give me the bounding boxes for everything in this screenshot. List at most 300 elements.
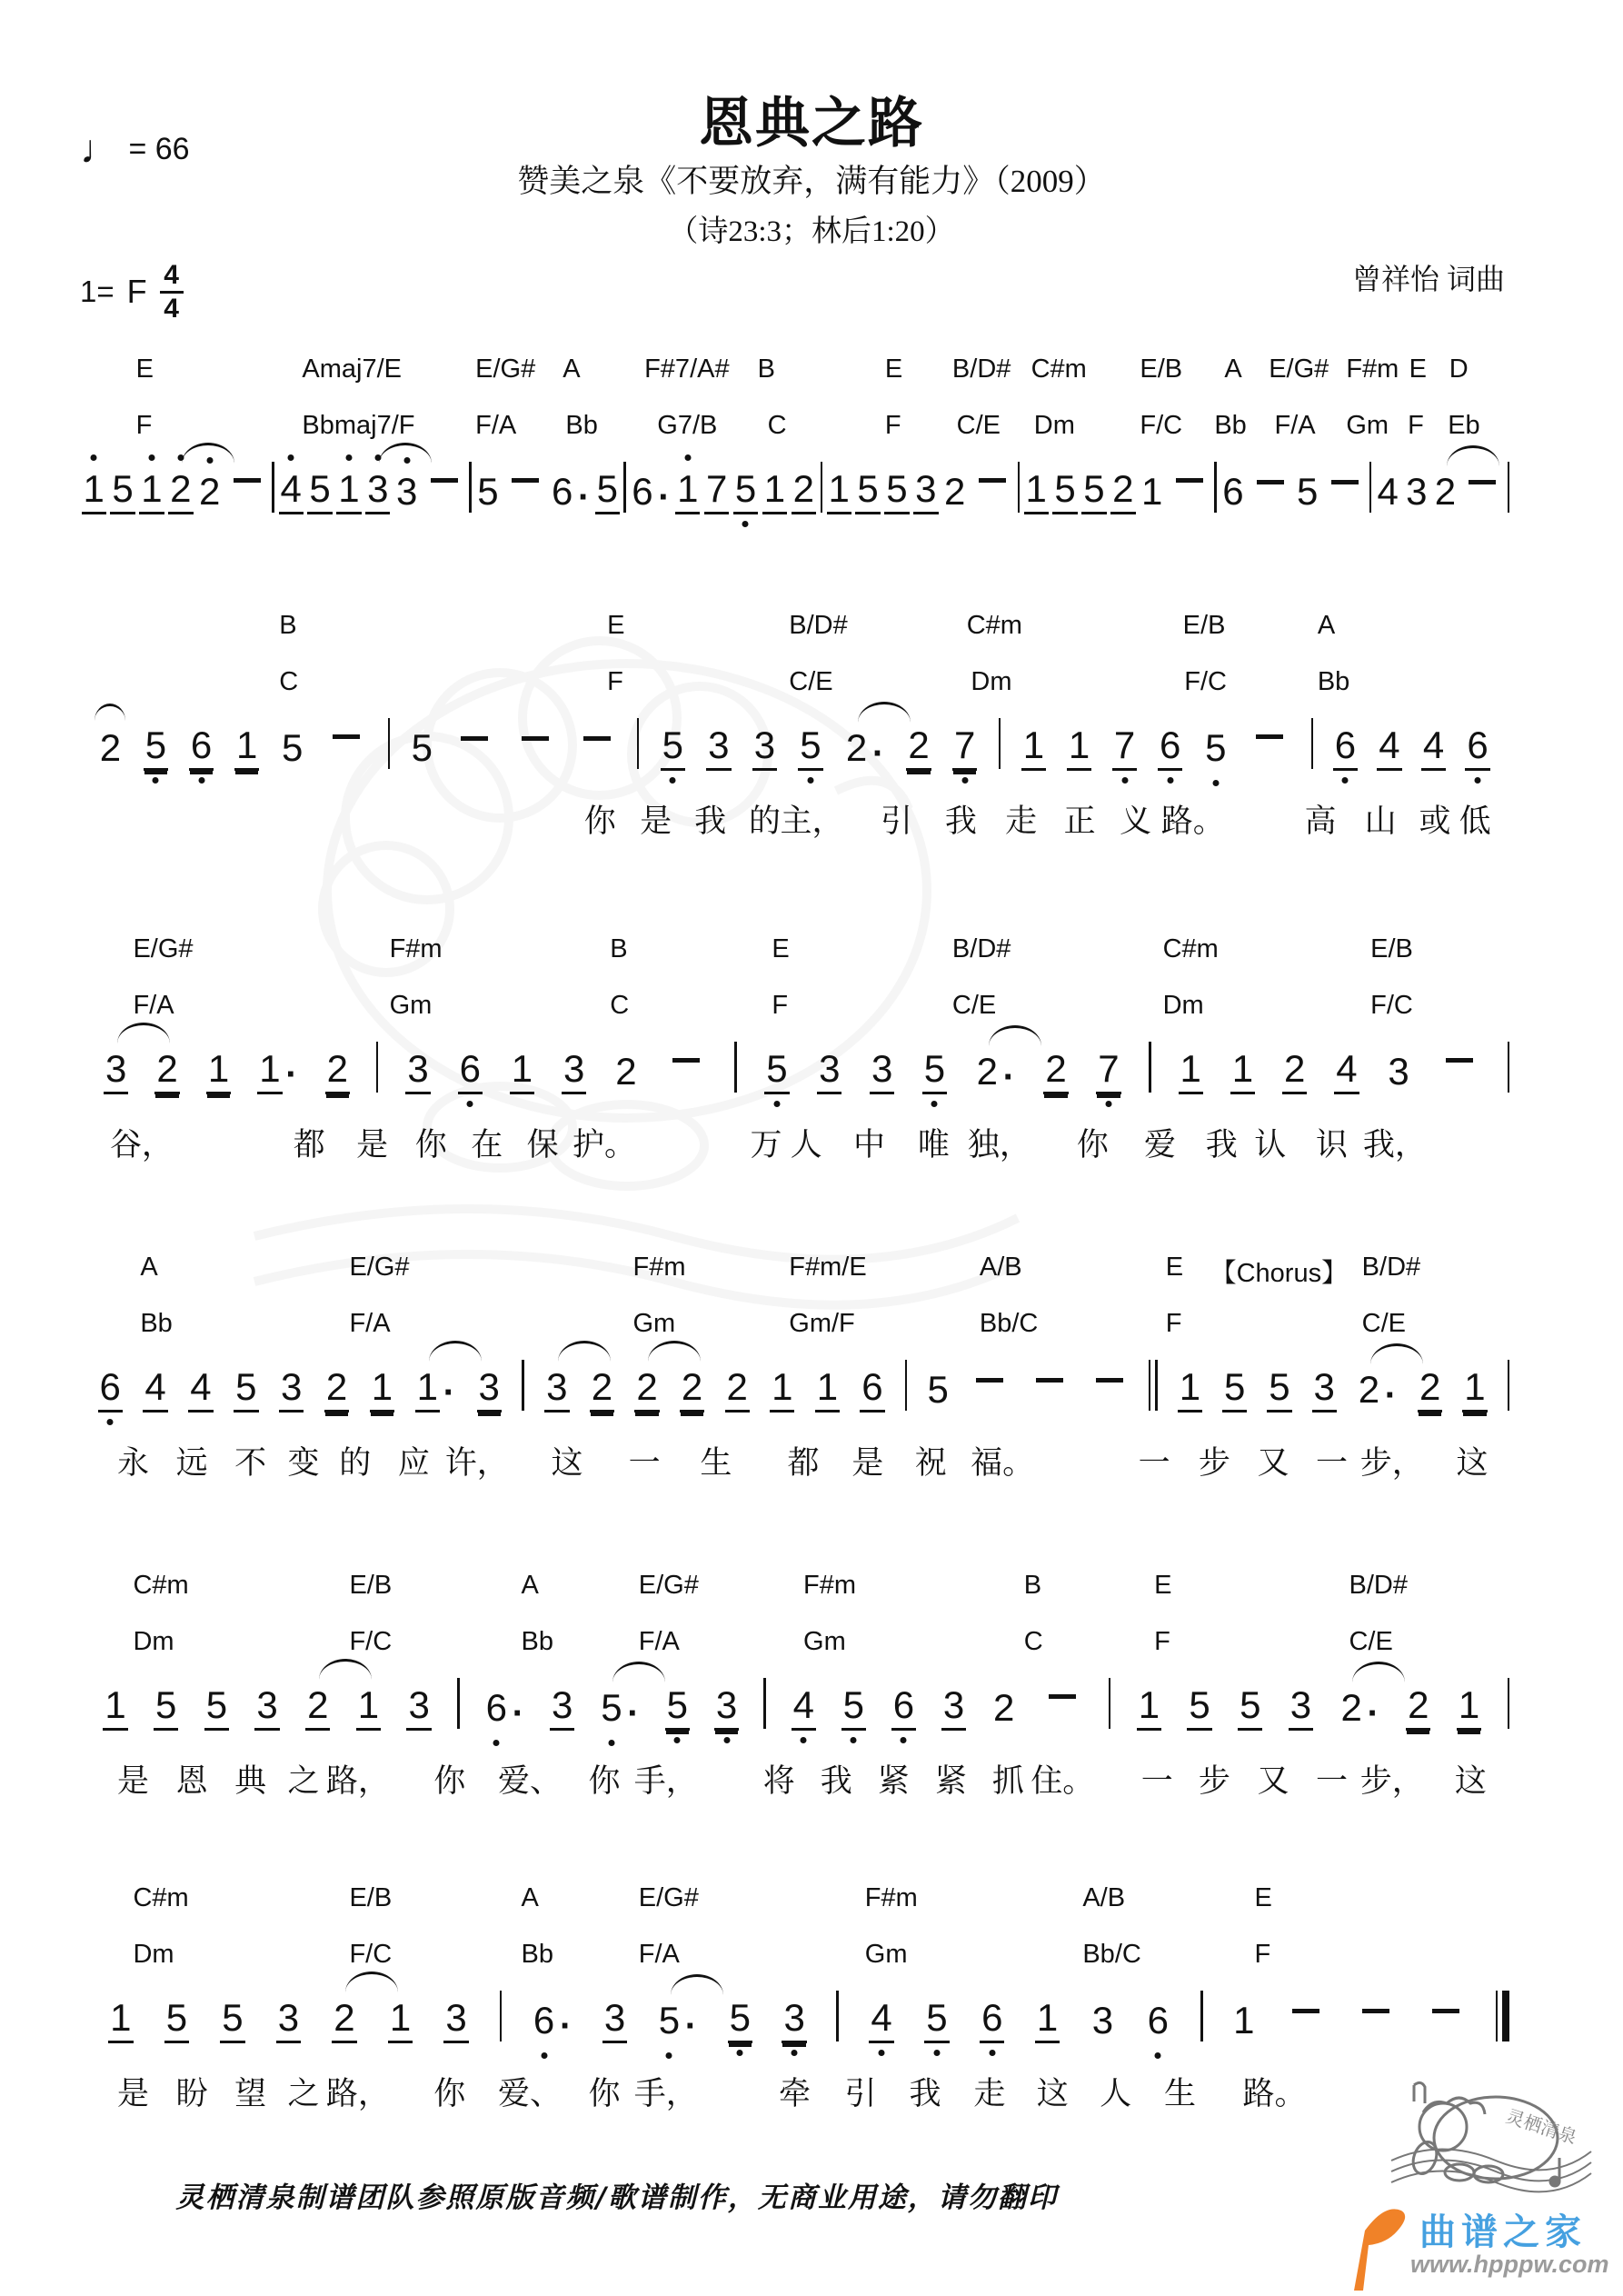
lyric-syllable: 我	[694, 804, 727, 839]
note-digit: 2	[1282, 1046, 1307, 1094]
note-digit: 5	[595, 466, 620, 514]
chord-row-bot	[77, 411, 1509, 445]
chord-label: C#m	[1031, 354, 1087, 384]
slur-arc	[1352, 1662, 1405, 1682]
lyric-syllable: 一	[1316, 1445, 1349, 1481]
lyric-syllable: 都	[293, 1127, 325, 1163]
dash-extension	[333, 734, 360, 739]
lyric-syllable: 爱、	[498, 2076, 563, 2111]
lyric-syllable: 变	[287, 1445, 320, 1481]
lyric-syllable: 生	[1164, 2076, 1197, 2111]
score-system-3	[77, 934, 1509, 1176]
chord-label: E	[1165, 1253, 1184, 1282]
lyric-syllable: 一	[628, 1445, 661, 1481]
lyric-syllable: 中	[853, 1127, 886, 1163]
chord-row-bot	[77, 1309, 1509, 1343]
lyric-syllable: 我	[909, 2076, 941, 2111]
note-digit: 2	[906, 723, 931, 771]
chord-label: A/B	[979, 1253, 1022, 1282]
dash-extension	[431, 478, 458, 483]
augmentation-dot: ·	[1384, 1375, 1398, 1415]
note-digit: 3	[104, 1046, 128, 1094]
chord-label: Gm	[632, 1309, 676, 1338]
chord-label: F/C	[349, 1940, 393, 1969]
octave-dot-below	[792, 2050, 798, 2056]
note-digit: 5	[1222, 1364, 1247, 1413]
chord-label: C	[279, 667, 299, 696]
note-digit: 5	[234, 1364, 258, 1413]
augmentation-dot: ·	[658, 477, 671, 517]
note-digit: 5 ·	[599, 1685, 623, 1731]
chord-label: Bb	[140, 1309, 173, 1338]
dash-extension	[1292, 2009, 1319, 2013]
octave-dot-above	[345, 454, 352, 461]
note-digit: 2	[1043, 1046, 1068, 1094]
dash-extension	[976, 1378, 1003, 1383]
octave-dot-above	[288, 454, 294, 461]
chord-label: C/E	[951, 991, 997, 1020]
lyric-syllable: 高	[1304, 804, 1337, 839]
note-digit: 5 ·	[657, 1998, 682, 2043]
chord-label: E	[607, 611, 625, 640]
key-letter: F	[126, 273, 147, 311]
note-digit: 7	[1096, 1046, 1120, 1094]
chord-label: Dm	[133, 1940, 174, 1969]
note-digit: 4	[143, 1364, 167, 1413]
note-digit: 5	[798, 723, 822, 771]
chord-label: F#m	[632, 1253, 686, 1282]
chord-label: Gm	[803, 1627, 846, 1656]
page-title: 恩典之路	[699, 93, 924, 154]
chord-label: C/E	[1361, 1309, 1407, 1338]
chord-label: E	[772, 934, 790, 963]
note-digit: 4	[188, 1364, 213, 1413]
dash-extension	[1432, 2009, 1459, 2013]
octave-dot-below	[1475, 777, 1481, 784]
note-digit: 3	[276, 1995, 301, 2043]
slur-arc	[558, 1341, 611, 1362]
note-digit: 4	[792, 1682, 816, 1731]
chord-label: F#m	[803, 1571, 857, 1600]
chord-label: E/G#	[638, 1883, 699, 1912]
chord-label: F	[1165, 1309, 1182, 1338]
octave-dot-below	[153, 777, 159, 784]
note-digit: 2 ·	[1357, 1367, 1381, 1413]
note-digit: 5	[927, 1368, 949, 1411]
note-digit: 1	[1067, 723, 1091, 771]
tie-arc	[95, 704, 125, 721]
logo-swoosh-icon	[1341, 2203, 1412, 2291]
chord-label: C#m	[133, 1571, 189, 1600]
notation-row	[77, 1042, 1509, 1097]
note-digit: 4	[869, 1995, 893, 2043]
note-digit: 2	[197, 469, 222, 514]
chord-label: E/B	[1140, 354, 1183, 384]
note-digit: 1 ·	[415, 1364, 440, 1413]
octave-dot-below	[608, 1740, 614, 1746]
lyric-syllable: 步	[1198, 1763, 1230, 1799]
note-digit: 2 ·	[1339, 1685, 1363, 1731]
barline	[1508, 1678, 1510, 1729]
lyric-syllable: 恩	[175, 1763, 208, 1799]
note-digit: 2	[1433, 469, 1458, 514]
note-digit: 5	[411, 726, 433, 769]
note-digit: 3	[1406, 470, 1428, 513]
chord-label: F/C	[1370, 991, 1413, 1020]
chord-label: F/C	[349, 1627, 393, 1656]
lyric-syllable: 步，	[1359, 1445, 1424, 1481]
lyric-syllable: 步，	[1359, 1763, 1424, 1799]
note-digit: 6	[860, 1364, 884, 1413]
chord-label: Dm	[1162, 991, 1204, 1020]
lyric-syllable: 望	[234, 2076, 267, 2111]
barline	[1508, 462, 1510, 513]
lyric-syllable: 之	[287, 2076, 320, 2111]
octave-dot-below	[107, 1419, 114, 1425]
slur-arc	[671, 1974, 723, 1995]
lyric-syllable: 识	[1316, 1127, 1349, 1163]
note-digit: 3	[1091, 1999, 1114, 2041]
time-lower: 4	[164, 293, 179, 324]
note-digit: 2	[1110, 466, 1135, 514]
note-digit: 1	[82, 466, 106, 514]
note-digit: 2	[98, 725, 123, 771]
note-digit: 1	[1035, 1995, 1060, 2043]
octave-dot-below	[961, 777, 968, 784]
chord-label: A	[1224, 354, 1242, 384]
note-digit: 1	[675, 466, 700, 514]
site-url: www.hpppw.com	[1410, 2251, 1609, 2278]
chord-label: E	[884, 354, 903, 384]
note-digit: 4	[1421, 723, 1446, 771]
chord-label: E	[135, 354, 154, 384]
lyric-syllable: 手，	[633, 2076, 698, 2111]
measure	[737, 1046, 1149, 1097]
lyric-syllable: 你	[433, 1763, 466, 1799]
note-digit: 1	[1233, 1999, 1255, 2041]
sheep-stamp-logo	[1387, 2074, 1596, 2211]
note-digit: 6	[458, 1046, 483, 1094]
note-digit: 6	[891, 1682, 916, 1731]
octave-dot-above	[684, 454, 691, 461]
dash-extension	[1036, 1378, 1063, 1383]
note-digit: 5	[477, 470, 499, 513]
lyrics-row	[77, 1756, 1509, 1798]
note-digit: 3	[405, 1046, 430, 1094]
slur-arc	[1447, 445, 1499, 466]
chord-label: B	[757, 354, 775, 384]
measure	[378, 1046, 734, 1094]
chord-label: A	[140, 1253, 158, 1282]
slur-arc	[319, 1659, 372, 1680]
note-digit: 3	[1388, 1050, 1409, 1093]
time-upper: 4	[164, 260, 179, 290]
lyric-syllable: 典	[234, 1763, 267, 1799]
note-digit: 2	[324, 1364, 349, 1413]
measure	[472, 466, 623, 517]
notation-row	[77, 718, 1509, 774]
measure	[77, 1995, 500, 2043]
chord-row-bot	[77, 991, 1509, 1025]
lyrics-row	[77, 1438, 1509, 1480]
chord-label: Dm	[133, 1627, 174, 1656]
augmentation-dot: ·	[1367, 1693, 1379, 1733]
chord-label: F	[135, 411, 153, 440]
chord-label: A/B	[1082, 1883, 1126, 1912]
note-digit: 2	[332, 1995, 356, 2043]
measure	[274, 466, 469, 514]
chord-label: B/D#	[789, 611, 848, 640]
lyric-syllable: 是	[116, 1763, 149, 1799]
augmentation-dot: ·	[627, 1693, 640, 1733]
chord-label: F#m	[389, 934, 443, 963]
note-digit: 3	[752, 723, 777, 771]
measure	[77, 1364, 522, 1413]
slur-arc	[345, 1972, 398, 1992]
note-digit: 1	[234, 723, 259, 771]
lyric-syllable: 住。	[1031, 1763, 1095, 1799]
chord-label: F/A	[475, 411, 517, 440]
augmentation-dot: ·	[559, 2006, 573, 2046]
lyric-syllable: 永	[116, 1445, 149, 1481]
chord-label: C	[610, 991, 630, 1020]
lyric-syllable: 路。	[1160, 804, 1225, 839]
note-digit: 3	[254, 1682, 279, 1731]
note-digit: 3	[477, 1364, 502, 1413]
lyric-syllable: 路，	[325, 2076, 390, 2111]
lyric-syllable: 这	[1036, 2076, 1069, 2111]
dash-extension	[522, 736, 549, 741]
note-digit: 2	[1418, 1364, 1442, 1413]
note-digit: 3	[602, 1995, 627, 2043]
note-digit: 2	[590, 1364, 614, 1413]
chord-label: Gm	[389, 991, 433, 1020]
note-digit: 2	[168, 466, 193, 514]
slur-arc	[989, 1025, 1041, 1046]
note-digit: 4	[1377, 723, 1401, 771]
note-digit: 1	[206, 1046, 231, 1094]
lyric-syllable: 步	[1198, 1445, 1230, 1481]
lyric-syllable: 走	[973, 2076, 1006, 2111]
augmentation-dot: ·	[443, 1373, 455, 1413]
measure	[77, 1046, 376, 1094]
score-system-4	[77, 1253, 1509, 1494]
octave-dot-below	[737, 2050, 743, 2056]
slur-arc	[612, 1662, 665, 1682]
chord-row-top	[77, 1571, 1509, 1605]
lyric-syllable: 是	[116, 2076, 149, 2111]
chord-label: E/G#	[475, 354, 536, 384]
chord-label: Dm	[971, 667, 1012, 696]
note-digit: 1	[1141, 470, 1163, 513]
chord-label: C/E	[956, 411, 1001, 440]
note-digit: 5	[110, 466, 134, 514]
note-digit: 5	[164, 1995, 189, 2043]
note-digit: 3	[562, 1046, 586, 1094]
lyric-syllable: 山	[1364, 804, 1397, 839]
slur-arc	[117, 1023, 170, 1043]
chord-label: F/A	[133, 991, 174, 1020]
octave-dot-below	[989, 2050, 995, 2056]
lyric-syllable: 保	[526, 1127, 559, 1163]
note-digit: 7	[952, 723, 977, 771]
notation-row	[77, 1991, 1509, 2046]
octave-dot-below	[933, 2050, 940, 2056]
chord-label: B/D#	[1349, 1571, 1408, 1600]
score-system-6	[77, 1883, 1509, 2125]
dash-extension	[1362, 2009, 1389, 2013]
note-digit: 1	[827, 466, 851, 514]
chord-label: C#m	[133, 1883, 189, 1912]
note-digit: 6 ·	[630, 469, 654, 514]
chord-label: E/B	[1370, 934, 1413, 963]
chord-label: C/E	[1349, 1627, 1393, 1656]
note-digit: 5	[1267, 1364, 1291, 1413]
octave-dot-below	[723, 1737, 730, 1743]
note-digit: 1	[1178, 1364, 1202, 1413]
lyric-syllable: 你	[414, 1127, 447, 1163]
chord-label: F/A	[349, 1309, 391, 1338]
lyric-syllable: 义	[1120, 804, 1152, 839]
lyric-syllable: 我，	[1362, 1127, 1427, 1163]
note-digit: 2	[305, 1682, 330, 1731]
lyric-syllable: 抓	[991, 1763, 1024, 1799]
chord-label: Bb/C	[1082, 1940, 1141, 1969]
transcription-credit: 灵栖清泉制谱团队参照原版音频/歌谱制作，无商业用途，请勿翻印	[175, 2181, 1058, 2214]
chord-label: B	[1023, 1571, 1042, 1600]
octave-dot-above	[206, 457, 213, 464]
octave-dot-below	[674, 1737, 681, 1743]
note-digit: 5	[665, 1682, 690, 1731]
note-digit: 1	[510, 1046, 534, 1094]
composer-credit: 曾祥怡 词曲	[1351, 263, 1505, 295]
octave-dot-above	[91, 454, 97, 461]
note-digit: 5	[1297, 470, 1319, 513]
augmentation-dot: ·	[1002, 1057, 1015, 1097]
note-digit: 2	[1406, 1682, 1430, 1731]
note-digit: 1	[1462, 1364, 1487, 1413]
measure	[460, 1682, 764, 1731]
lyric-syllable: 认	[1254, 1127, 1287, 1163]
lyric-syllable: 人	[790, 1127, 822, 1163]
measure	[639, 723, 998, 774]
octave-dot-above	[148, 454, 154, 461]
dash-extension	[1257, 480, 1284, 484]
chord-label: A	[1317, 611, 1336, 640]
note-digit: 1	[1137, 1682, 1161, 1731]
dash-extension	[583, 736, 611, 741]
lyric-syllable: 将	[762, 1763, 795, 1799]
measure	[839, 1995, 1200, 2043]
dash-extension	[234, 478, 261, 483]
note-digit: 3	[714, 1682, 739, 1731]
note-digit: 2	[993, 1686, 1015, 1729]
lyric-syllable: 你	[583, 804, 616, 839]
final-barline	[1502, 1991, 1509, 2041]
octave-dot-below	[879, 2050, 885, 2056]
octave-dot-below	[742, 521, 749, 527]
key-time-signature	[80, 262, 184, 323]
note-digit: 2	[944, 470, 966, 513]
dash-extension	[1469, 480, 1496, 484]
note-digit: 7	[1112, 723, 1137, 771]
stamp-text: 灵栖清泉	[1503, 2106, 1579, 2149]
note-digit: 5	[764, 1046, 789, 1094]
lyrics-row	[77, 2069, 1509, 2111]
note-digit: 1	[336, 466, 361, 514]
lyric-syllable: 盼	[175, 2076, 208, 2111]
dash-extension	[1176, 478, 1203, 483]
note-digit: 2	[680, 1364, 704, 1413]
lyrics-row	[77, 1120, 1509, 1162]
octave-dot-below	[541, 2052, 547, 2059]
slur-arc	[429, 1341, 482, 1362]
octave-dot-below	[1121, 777, 1128, 784]
note-digit: 3	[1289, 1682, 1313, 1731]
chord-row-top	[77, 354, 1509, 389]
note-digit: 1	[139, 466, 164, 514]
lyric-syllable: 是	[851, 1445, 884, 1481]
note-digit: 3	[365, 466, 390, 514]
chord-label: F	[607, 667, 623, 696]
dash-extension	[672, 1058, 700, 1063]
lyric-syllable: 你	[588, 1763, 621, 1799]
lyric-syllable: 独，	[967, 1127, 1031, 1163]
site-name: 曲谱之家	[1419, 2212, 1587, 2252]
chord-label: C	[1023, 1627, 1043, 1656]
note-digit: 6 ·	[484, 1685, 509, 1731]
octave-dot-below	[801, 1737, 807, 1743]
lyric-syllable: 一	[1316, 1763, 1349, 1799]
chord-label: E/G#	[133, 934, 194, 963]
lyric-syllable: 都	[787, 1445, 820, 1481]
note-digit: 3	[782, 1995, 806, 2043]
chord-label: C#m	[966, 611, 1022, 640]
measure	[1158, 1364, 1508, 1413]
site-logo	[1341, 2203, 1614, 2291]
lyric-syllable: 福。	[971, 1445, 1035, 1481]
chord-row-top	[77, 611, 1509, 645]
lyric-syllable: 又	[1257, 1763, 1289, 1799]
lyric-syllable: 引	[880, 804, 912, 839]
dash-extension	[1256, 734, 1283, 739]
note-digit: 2	[792, 466, 816, 514]
chord-label: C	[767, 411, 787, 440]
lyric-syllable: 你	[433, 2076, 466, 2111]
measure	[907, 1367, 1148, 1413]
note-digit: 3	[870, 1046, 894, 1094]
lyric-syllable: 紧	[934, 1763, 967, 1799]
augmentation-dot: ·	[285, 1054, 298, 1094]
lyric-syllable: 引	[844, 2076, 877, 2111]
lyric-syllable: 路。	[1242, 2076, 1307, 2111]
lyric-syllable: 主，	[780, 804, 844, 839]
note-digit: 2 ·	[975, 1049, 1000, 1094]
lyric-syllable: 一	[1138, 1445, 1170, 1481]
dash-extension	[979, 478, 1006, 483]
lyric-syllable: 你	[588, 2076, 621, 2111]
dash-extension	[461, 736, 488, 741]
song-source-subtitle: 赞美之泉《不要放弃，满有能力》（2009）	[517, 164, 1106, 199]
chord-label: E	[1254, 1883, 1272, 1912]
lyric-syllable: 在	[471, 1127, 503, 1163]
augmentation-dot: ·	[871, 734, 885, 774]
octave-dot-below	[198, 777, 204, 784]
lyric-syllable: 之	[287, 1763, 320, 1799]
lyric-syllable: 远	[175, 1445, 208, 1481]
measure	[390, 725, 636, 771]
notation-row	[77, 462, 1509, 517]
